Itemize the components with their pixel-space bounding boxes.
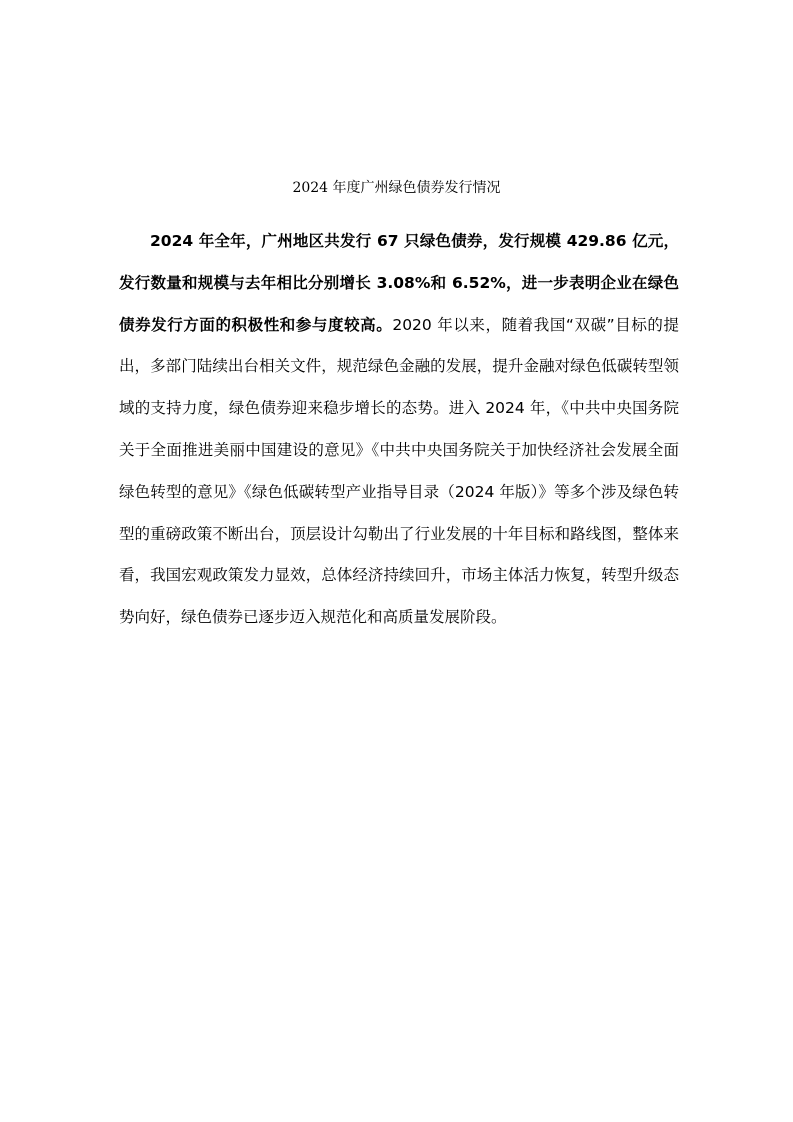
paragraph-body-text: 2020 年以来，随着我国“双碳”目标的提出，多部门陆续出台相关文件，规范绿色金融的发展，提升金融对绿色低碳转型领域的支持力度，绿色债券迎来稳步增长的态势。进入 2024 年，《中共中央国务院关于全面推进美丽中国建设的意见》《中共中央国务院关于加快经济社会发展全面绿色转型的意见》《绿色低碳转型产业指导目录（2024 年版）》等多个涉及绿色转型的重磅政策不断出台，顶层设计勾勒出了行业发展的十年目标和路线图，整体来看，我国宏观政策发力显效，总体经济持续回升，市场主体活力恢复，转型升级态势向好，绿色债券已逐步迈入规范化和高质量发展阶段。 [119,315,679,627]
bold-lead-text: 2024 年全年，广州地区共发行 67 只绿色债券，发行规模 429.86 亿元，发行数量和规模与去年相比分别增长 3.08%和 6.52%，进一步表明企业在绿色债券发行方面的积极性和参与度较高。 [119,232,679,334]
document-title: 2024 年度广州绿色债券发行情况 [292,180,501,196]
body-paragraph [119,221,679,639]
